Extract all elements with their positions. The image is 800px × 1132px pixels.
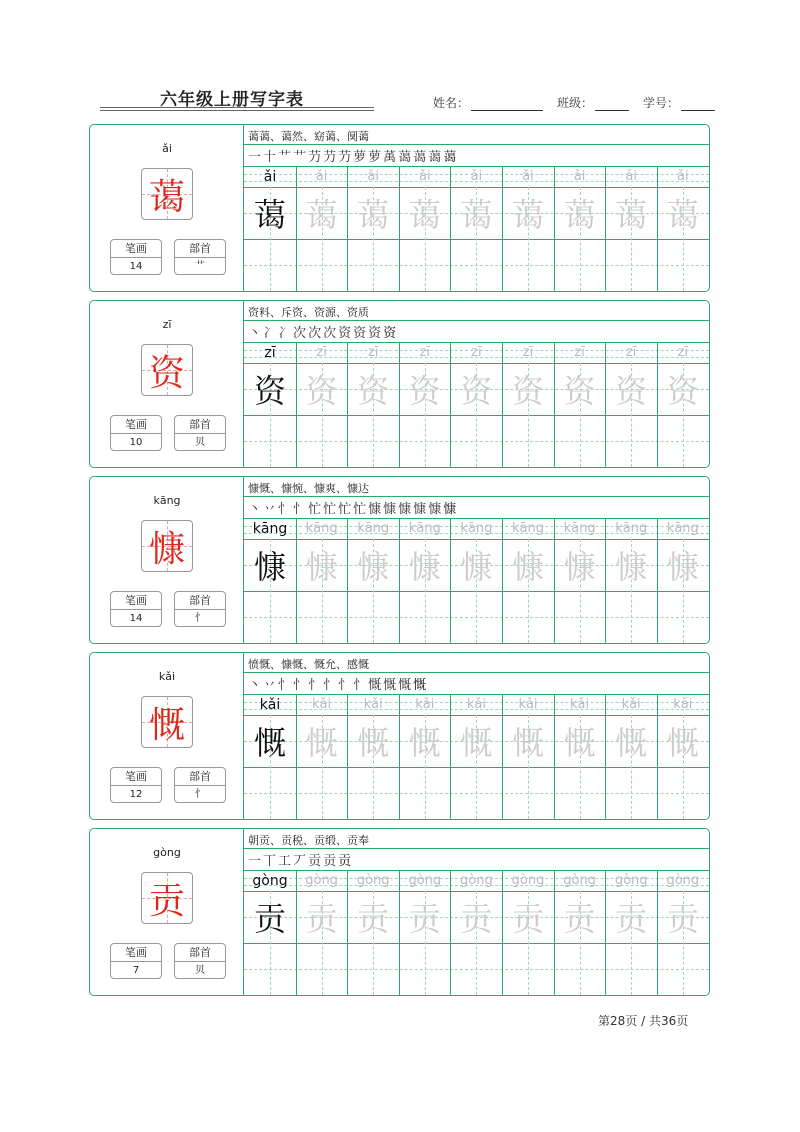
stroke-order-row bbox=[248, 673, 428, 693]
radical-box bbox=[174, 415, 226, 451]
character-trace: 慷 bbox=[305, 548, 338, 586]
practice-panel bbox=[244, 653, 709, 819]
example-words: 资料、斥资、资源、资质 bbox=[248, 306, 369, 319]
pinyin-trace: ǎi bbox=[419, 169, 431, 184]
target-character: 资 bbox=[148, 352, 185, 394]
practice-cell[interactable] bbox=[296, 519, 348, 643]
stroke-count-value: 7 bbox=[132, 965, 140, 976]
practice-cell[interactable] bbox=[502, 695, 554, 819]
stroke-step: 忄 bbox=[293, 501, 307, 517]
target-character: 贡 bbox=[148, 880, 185, 922]
character-trace: 贡 bbox=[253, 900, 286, 938]
pinyin-trace: gòng bbox=[563, 873, 596, 888]
practice-cell[interactable] bbox=[605, 695, 657, 819]
stroke-order-row bbox=[248, 145, 458, 165]
radical-value: 贝 bbox=[195, 965, 205, 976]
character-trace: 贡 bbox=[357, 900, 390, 938]
stroke-step: 蔼 bbox=[428, 149, 442, 165]
radical-box bbox=[174, 239, 226, 275]
stroke-step: 忙 bbox=[338, 501, 352, 517]
stroke-step: 慷 bbox=[398, 501, 412, 517]
stroke-step: 贡 bbox=[323, 853, 337, 869]
pinyin-trace: zī bbox=[264, 345, 276, 361]
name-field[interactable] bbox=[433, 94, 543, 111]
radical-value: 贝 bbox=[195, 437, 205, 448]
character-trace: 贡 bbox=[511, 900, 544, 938]
stroke-step: 慷 bbox=[383, 501, 397, 517]
pinyin-trace: kāng bbox=[408, 521, 441, 536]
stroke-count-label: 笔画 bbox=[111, 944, 161, 962]
character-trace: 慷 bbox=[511, 548, 544, 586]
character-trace: 资 bbox=[460, 372, 493, 410]
pinyin-trace: kāng bbox=[512, 521, 544, 536]
stroke-step: 萝 bbox=[353, 149, 367, 165]
stroke-step: 丷 bbox=[263, 677, 277, 693]
radical-label: 部首 bbox=[175, 768, 225, 786]
stroke-step: 次 bbox=[308, 325, 322, 341]
character-trace: 资 bbox=[511, 372, 544, 410]
stroke-step: 资 bbox=[368, 325, 382, 341]
practice-cell[interactable] bbox=[296, 695, 348, 819]
stroke-step: 忄 bbox=[338, 677, 352, 693]
character-card bbox=[89, 652, 710, 820]
stroke-step: 忄 bbox=[308, 677, 322, 693]
practice-cell[interactable] bbox=[399, 519, 451, 643]
radical-value: 忄 bbox=[195, 789, 205, 800]
stroke-step: 丶 bbox=[248, 501, 262, 517]
practice-cell[interactable] bbox=[502, 871, 554, 995]
character-trace: 贡 bbox=[666, 900, 699, 938]
pinyin-trace: zī bbox=[625, 345, 637, 360]
practice-grid bbox=[244, 343, 709, 467]
stroke-step: 芀 bbox=[323, 149, 337, 165]
pinyin-trace: kǎi bbox=[518, 697, 538, 712]
pinyin-trace: zī bbox=[574, 345, 585, 360]
pinyin-trace: kǎi bbox=[312, 697, 332, 712]
stroke-step: 蔼 bbox=[413, 149, 427, 165]
character-trace: 慨 bbox=[615, 724, 648, 762]
character-box bbox=[141, 168, 193, 220]
practice-panel bbox=[244, 829, 709, 995]
character-trace: 慨 bbox=[357, 724, 390, 762]
student-id-label: 学号： bbox=[643, 96, 680, 110]
stroke-step: 冫 bbox=[278, 325, 292, 341]
practice-panel bbox=[244, 301, 709, 467]
practice-cell[interactable] bbox=[347, 695, 399, 819]
radical-box bbox=[174, 767, 226, 803]
pinyin-trace: kǎi bbox=[466, 697, 486, 712]
stroke-step: 丶 bbox=[248, 677, 262, 693]
practice-cell[interactable] bbox=[657, 695, 709, 819]
pinyin-trace: gòng bbox=[666, 873, 700, 888]
character-trace: 贡 bbox=[408, 900, 441, 938]
radical-value: 忄 bbox=[195, 613, 205, 624]
practice-cell[interactable] bbox=[554, 519, 606, 643]
practice-cell[interactable] bbox=[450, 695, 502, 819]
practice-cell[interactable] bbox=[450, 871, 502, 995]
pinyin-trace: ǎi bbox=[367, 169, 379, 184]
character-box bbox=[141, 520, 193, 572]
stroke-step: 萭 bbox=[383, 149, 397, 165]
stroke-step: 忄 bbox=[353, 677, 367, 693]
character-card bbox=[89, 300, 710, 468]
character-trace: 慷 bbox=[357, 548, 390, 586]
practice-cell[interactable] bbox=[605, 871, 657, 995]
stroke-count-value: 14 bbox=[129, 613, 143, 624]
name-label: 姓名： bbox=[433, 96, 470, 110]
practice-cell[interactable] bbox=[244, 695, 296, 819]
stroke-step: 冫 bbox=[263, 325, 277, 341]
practice-cell[interactable] bbox=[399, 695, 451, 819]
pinyin-trace: gòng bbox=[614, 873, 648, 888]
pinyin-trace: kǎi bbox=[415, 697, 435, 712]
character-trace: 慷 bbox=[408, 548, 441, 586]
pinyin-trace: kǎi bbox=[621, 697, 641, 712]
character-trace: 资 bbox=[357, 372, 390, 410]
pinyin-trace: gòng bbox=[305, 873, 338, 888]
stroke-step: 资 bbox=[383, 325, 397, 341]
practice-cell[interactable] bbox=[296, 871, 348, 995]
radical-label: 部首 bbox=[175, 944, 225, 962]
pinyin-trace: ǎi bbox=[573, 169, 586, 184]
pinyin-trace: kāng bbox=[305, 521, 338, 536]
pinyin-trace: kǎi bbox=[570, 697, 590, 712]
student-id-field[interactable] bbox=[643, 94, 715, 111]
character-card bbox=[89, 828, 710, 996]
character-info-panel bbox=[90, 301, 244, 467]
radical-label: 部首 bbox=[175, 592, 225, 610]
pinyin-trace: ǎi bbox=[522, 169, 534, 184]
stroke-step: 忙 bbox=[323, 501, 337, 517]
character-trace: 慨 bbox=[563, 724, 596, 762]
pinyin-trace: kāng bbox=[666, 521, 699, 536]
stroke-step: 芀 bbox=[338, 149, 352, 165]
pinyin-label: ǎi bbox=[162, 142, 172, 155]
character-trace: 慨 bbox=[460, 724, 493, 762]
practice-cell[interactable] bbox=[554, 695, 606, 819]
practice-cell[interactable] bbox=[657, 519, 709, 643]
pinyin-trace: kāng bbox=[615, 521, 648, 536]
stroke-step: 艹 bbox=[293, 149, 307, 165]
pinyin-trace: zī bbox=[316, 345, 327, 360]
pinyin-label: zī bbox=[162, 318, 172, 331]
stroke-step: 忄 bbox=[278, 501, 292, 517]
target-character: 蔼 bbox=[148, 176, 185, 218]
class-field[interactable] bbox=[557, 94, 629, 111]
student-info-fields bbox=[433, 94, 729, 111]
character-trace: 资 bbox=[408, 372, 441, 410]
student-id-blank[interactable] bbox=[681, 98, 715, 111]
pinyin-trace: ǎi bbox=[677, 169, 689, 184]
practice-grid bbox=[244, 871, 709, 995]
practice-grid bbox=[244, 167, 709, 291]
practice-cell[interactable] bbox=[399, 343, 451, 467]
stroke-count-label: 笔画 bbox=[111, 416, 161, 434]
character-trace: 蔼 bbox=[563, 196, 596, 234]
stroke-step: 忄 bbox=[293, 677, 307, 693]
class-label: 班级： bbox=[557, 96, 594, 110]
character-info-panel bbox=[90, 829, 244, 995]
pinyin-trace: gòng bbox=[511, 873, 545, 888]
stroke-step: 丆 bbox=[293, 853, 307, 869]
character-trace: 蔼 bbox=[408, 196, 441, 234]
pinyin-trace: kāng bbox=[460, 521, 493, 536]
pinyin-trace: kāng bbox=[563, 521, 596, 536]
stroke-count-value: 12 bbox=[129, 789, 143, 800]
stroke-step: 慨 bbox=[398, 677, 412, 693]
practice-panel bbox=[244, 477, 709, 643]
stroke-step: 丷 bbox=[263, 501, 277, 517]
stroke-step: 忄 bbox=[278, 677, 292, 693]
pinyin-trace: gòng bbox=[408, 873, 442, 888]
stroke-step: 资 bbox=[338, 325, 352, 341]
pinyin-trace: gòng bbox=[460, 873, 493, 888]
pinyin-trace: ǎi bbox=[315, 169, 328, 184]
practice-cell[interactable] bbox=[502, 519, 554, 643]
practice-cell[interactable] bbox=[347, 167, 399, 291]
character-trace: 慷 bbox=[666, 548, 699, 586]
character-trace: 慨 bbox=[305, 724, 338, 762]
stroke-count-box bbox=[110, 415, 162, 451]
stroke-count-value: 14 bbox=[129, 261, 143, 272]
name-blank[interactable] bbox=[471, 98, 543, 111]
character-trace: 慷 bbox=[460, 548, 493, 586]
pinyin-trace: zī bbox=[522, 345, 534, 360]
pinyin-trace: zī bbox=[367, 345, 379, 360]
practice-cell[interactable] bbox=[605, 343, 657, 467]
example-words: 蔼蔼、蔼然、窈蔼、阒蔼 bbox=[248, 130, 369, 143]
practice-cell[interactable] bbox=[657, 343, 709, 467]
practice-cell[interactable] bbox=[296, 343, 348, 467]
stroke-count-box bbox=[110, 591, 162, 627]
character-box bbox=[141, 872, 193, 924]
example-words: 慷慨、慷惋、慷爽、慷达 bbox=[248, 482, 369, 495]
stroke-order-row bbox=[248, 321, 398, 341]
character-trace: 慨 bbox=[666, 724, 699, 762]
character-trace: 慷 bbox=[253, 548, 286, 586]
stroke-count-label: 笔画 bbox=[111, 592, 161, 610]
character-info-panel bbox=[90, 477, 244, 643]
title-underline bbox=[100, 107, 374, 108]
practice-cell[interactable] bbox=[502, 343, 554, 467]
stroke-step: 次 bbox=[323, 325, 337, 341]
practice-grid bbox=[244, 695, 709, 819]
practice-cell[interactable] bbox=[296, 167, 348, 291]
practice-cell[interactable] bbox=[450, 167, 502, 291]
character-trace: 蔼 bbox=[460, 196, 493, 234]
pinyin-trace: gòng bbox=[356, 873, 390, 888]
practice-grid bbox=[244, 519, 709, 643]
practice-cell[interactable] bbox=[450, 519, 502, 643]
character-trace: 贡 bbox=[615, 900, 648, 938]
character-trace: 资 bbox=[615, 372, 648, 410]
stroke-step: 艹 bbox=[278, 149, 292, 165]
stroke-count-box bbox=[110, 767, 162, 803]
practice-cell[interactable] bbox=[554, 871, 606, 995]
radical-box bbox=[174, 591, 226, 627]
stroke-step: 丶 bbox=[248, 325, 262, 341]
stroke-step: 慨 bbox=[413, 677, 427, 693]
stroke-count-value: 10 bbox=[129, 437, 143, 448]
character-card bbox=[89, 476, 710, 644]
pinyin-label: kǎi bbox=[158, 670, 176, 683]
practice-cell[interactable] bbox=[657, 871, 709, 995]
practice-cell[interactable] bbox=[244, 519, 296, 643]
practice-cell[interactable] bbox=[605, 519, 657, 643]
radical-label: 部首 bbox=[175, 240, 225, 258]
practice-cell[interactable] bbox=[399, 871, 451, 995]
character-trace: 慷 bbox=[615, 548, 648, 586]
radical-label: 部首 bbox=[175, 416, 225, 434]
stroke-step: 一 bbox=[248, 149, 262, 165]
stroke-step: 慷 bbox=[428, 501, 442, 517]
radical-value: 艹 bbox=[195, 261, 205, 272]
practice-cell[interactable] bbox=[657, 167, 709, 291]
stroke-step: 蔼 bbox=[398, 149, 412, 165]
radical-box bbox=[174, 943, 226, 979]
stroke-step: 忄 bbox=[323, 677, 337, 693]
stroke-step: 忙 bbox=[353, 501, 367, 517]
example-words: 愤慨、慷慨、慨允、感慨 bbox=[248, 658, 369, 671]
pinyin-trace: zī bbox=[419, 345, 431, 360]
practice-cell[interactable] bbox=[605, 167, 657, 291]
stroke-count-box bbox=[110, 239, 162, 275]
pinyin-trace: ǎi bbox=[263, 169, 277, 185]
stroke-step: 忙 bbox=[308, 501, 322, 517]
stroke-step: 慨 bbox=[383, 677, 397, 693]
page-title: 六年级上册写字表 bbox=[160, 90, 304, 110]
stroke-count-label: 笔画 bbox=[111, 768, 161, 786]
pinyin-trace: zī bbox=[677, 345, 689, 360]
character-trace: 慨 bbox=[408, 724, 441, 762]
stroke-step: 芀 bbox=[308, 149, 322, 165]
character-trace: 慨 bbox=[511, 724, 544, 762]
practice-cell[interactable] bbox=[554, 167, 606, 291]
character-trace: 蔼 bbox=[511, 196, 544, 234]
stroke-step: 一 bbox=[248, 853, 262, 869]
character-card bbox=[89, 124, 710, 292]
stroke-step: 慷 bbox=[413, 501, 427, 517]
practice-cell[interactable] bbox=[450, 343, 502, 467]
character-trace: 蔼 bbox=[615, 196, 648, 234]
character-box bbox=[141, 696, 193, 748]
practice-cell[interactable] bbox=[399, 167, 451, 291]
title-underline-2 bbox=[100, 110, 374, 111]
stroke-step: 十 bbox=[263, 149, 277, 165]
practice-panel bbox=[244, 125, 709, 291]
stroke-count-box bbox=[110, 943, 162, 979]
pinyin-label: gòng bbox=[153, 846, 181, 859]
pinyin-trace: kǎi bbox=[259, 697, 281, 713]
stroke-step: 萝 bbox=[368, 149, 382, 165]
class-blank[interactable] bbox=[595, 98, 629, 111]
character-info-panel bbox=[90, 125, 244, 291]
page-number: 第28页 / 共36页 bbox=[598, 1014, 689, 1028]
practice-cell[interactable] bbox=[554, 343, 606, 467]
practice-cell[interactable] bbox=[244, 167, 296, 291]
stroke-step: 蔼 bbox=[443, 149, 457, 165]
stroke-count-label: 笔画 bbox=[111, 240, 161, 258]
character-trace: 蔼 bbox=[666, 196, 699, 234]
character-trace: 慷 bbox=[563, 548, 596, 586]
practice-cell[interactable] bbox=[347, 519, 399, 643]
character-trace: 蔼 bbox=[305, 196, 338, 234]
practice-cell[interactable] bbox=[244, 343, 296, 467]
target-character: 慷 bbox=[148, 528, 185, 570]
pinyin-trace: ǎi bbox=[625, 169, 637, 184]
stroke-order-row bbox=[248, 849, 353, 869]
pinyin-label: kāng bbox=[153, 494, 181, 507]
pinyin-trace: kāng bbox=[357, 521, 390, 536]
character-trace: 慨 bbox=[253, 724, 286, 762]
character-trace: 资 bbox=[253, 372, 286, 410]
character-trace: 贡 bbox=[563, 900, 596, 938]
stroke-step: 贡 bbox=[338, 853, 352, 869]
example-words: 朝贡、贡税、贡缎、贡奉 bbox=[248, 834, 369, 847]
pinyin-trace: ǎi bbox=[470, 169, 483, 184]
stroke-order-row bbox=[248, 497, 458, 517]
character-trace: 蔼 bbox=[253, 196, 286, 234]
practice-cell[interactable] bbox=[347, 343, 399, 467]
practice-cell[interactable] bbox=[347, 871, 399, 995]
stroke-step: 慷 bbox=[368, 501, 382, 517]
pinyin-trace: zī bbox=[471, 345, 482, 360]
pinyin-trace: kǎi bbox=[363, 697, 383, 712]
character-trace: 资 bbox=[666, 372, 699, 410]
stroke-step: 次 bbox=[293, 325, 307, 341]
target-character: 慨 bbox=[148, 704, 185, 746]
stroke-step: 工 bbox=[278, 853, 292, 869]
practice-cell[interactable] bbox=[244, 871, 296, 995]
character-info-panel bbox=[90, 653, 244, 819]
pinyin-trace: kǎi bbox=[673, 697, 693, 712]
stroke-step: 慨 bbox=[368, 677, 382, 693]
stroke-step: 贡 bbox=[308, 853, 322, 869]
stroke-step: 资 bbox=[353, 325, 367, 341]
character-trace: 蔼 bbox=[357, 196, 390, 234]
stroke-step: 慷 bbox=[443, 501, 457, 517]
stroke-step: 丅 bbox=[263, 853, 277, 869]
character-trace: 贡 bbox=[460, 900, 493, 938]
practice-cell[interactable] bbox=[502, 167, 554, 291]
character-trace: 贡 bbox=[305, 900, 338, 938]
character-trace: 资 bbox=[305, 372, 338, 410]
pinyin-trace: kāng bbox=[252, 521, 288, 537]
character-box bbox=[141, 344, 193, 396]
character-trace: 资 bbox=[563, 372, 596, 410]
pinyin-trace: gòng bbox=[252, 873, 288, 889]
